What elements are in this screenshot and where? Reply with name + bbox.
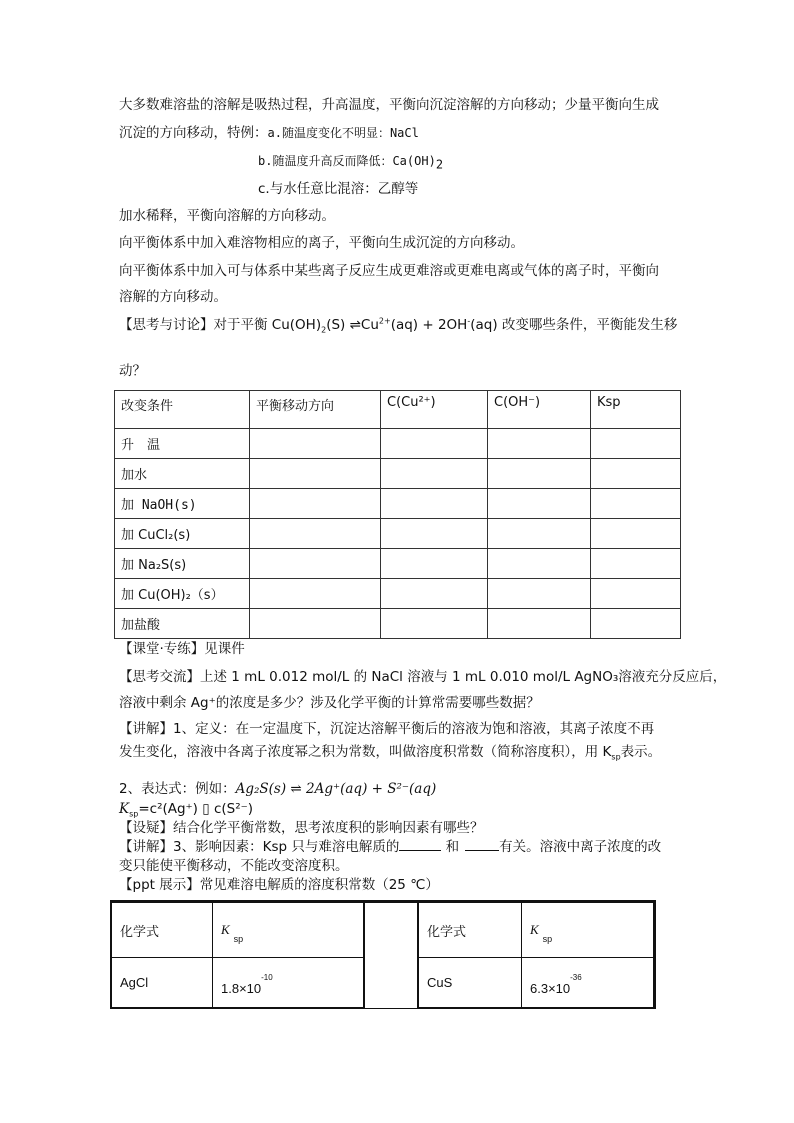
expression-line: 2、表达式：例如：Ag₂S(s) ⇌ 2Ag⁺(aq) + S²⁻(aq)	[119, 781, 437, 797]
discussion-line-1: 【思考与讨论】对于平衡 $Cu(OH)_2(S)$ $\rightleftharpoons Cu^{2+}(aq) + 2OH^-(aq)$ 改变哪些条件，平衡能发生移	[119, 316, 678, 335]
exchange-line-2: 溶液中剩余 Ag⁺的浓度是多少？涉及化学平衡的计算常需要哪些数据？	[119, 695, 540, 711]
discussion-line-2: 动？	[119, 363, 146, 379]
header-ksp-right: Ksp	[522, 902, 655, 958]
header-direction: 平衡移动方向	[250, 391, 381, 429]
condition-change-table	[114, 390, 681, 639]
ksp-cus: $6.3\times 10^{-36}$	[522, 958, 655, 1009]
header-formula-left: 化学式	[111, 902, 213, 958]
row-label: 加水	[115, 459, 250, 489]
special-case-c: c.与水任意比混溶：乙醇等	[258, 181, 419, 197]
common-ion-line: 向平衡体系中加入难溶物相应的离子，平衡向生成沉淀的方向移动。	[119, 235, 524, 251]
practice-line: 【课堂·专练】见课件	[119, 641, 245, 657]
ksp-constants-table	[110, 900, 656, 1009]
reaction-line-1: 向平衡体系中加入可与体系中某些离子反应生成更难溶或更难电离或气体的离子时，平衡向	[119, 263, 659, 279]
header-ksp-left: Ksp	[213, 902, 365, 958]
exchange-line-1: 【思考交流】上述 1 mL 0.012 mol/L 的 NaCl 溶液与 1 mL 0.010 mol/L AgNO₃溶液充分反应后，	[119, 669, 727, 685]
question-line: 【设疑】结合化学平衡常数，思考浓度积的影响因素有哪些？	[119, 820, 484, 836]
table-row	[115, 459, 681, 489]
header-condition: 改变条件	[115, 391, 250, 429]
table-header-row	[115, 391, 681, 429]
table-row	[115, 429, 681, 459]
table-row	[115, 609, 681, 639]
header-oh-conc: C(OH⁻)	[488, 391, 591, 429]
fill-blank-1[interactable]	[399, 838, 441, 851]
intro-line-1: 大多数难溶盐的溶解是吸热过程，升高温度，平衡向沉淀溶解的方向移动；少量平衡向生成	[119, 97, 659, 113]
formula-cus: CuS	[418, 958, 522, 1009]
special-case-b: b.随温度升高反而降低：$Ca(OH)_2$	[258, 154, 444, 172]
fill-blank-2[interactable]	[465, 838, 499, 851]
ksp-agcl: $1.8\times 10^{-10}$	[213, 958, 365, 1009]
table-row	[115, 519, 681, 549]
row-label: 加 Na₂S(s)	[115, 549, 250, 579]
intro-line-2-prefix: 沉淀的方向移动，特例：	[119, 125, 268, 141]
intro-line-2	[119, 124, 419, 142]
header-cu-conc: C(Cu²⁺)	[381, 391, 488, 429]
header-ksp: Ksp	[591, 391, 681, 429]
row-label: 加 CuCl₂(s)	[115, 519, 250, 549]
ksp-expression-line: $K_{sp}=c^2(Ag^+)$ ▯ c(S²⁻)	[119, 801, 254, 819]
table-row	[115, 579, 681, 609]
table-row	[115, 489, 681, 519]
row-label: 升 温	[115, 429, 250, 459]
header-formula-right: 化学式	[418, 902, 522, 958]
factor-line-1: 【讲解】3、影响因素：Ksp 只与难溶电解质的 和 有关。溶液中离子浓度的改	[119, 839, 662, 855]
water-dilution-line: 加水稀释，平衡向溶解的方向移动。	[119, 208, 335, 224]
formula-agcl: AgCl	[111, 958, 213, 1009]
row-label: 加 NaOH(s)	[115, 489, 250, 519]
reaction-line-2: 溶解的方向移动。	[119, 289, 227, 305]
table-header-row	[111, 902, 655, 958]
lecture-line-2: 发生变化，溶液中各离子浓度幂之积为常数，叫做溶度积常数（简称溶度积），用 $K_{sp}$表示。	[119, 744, 662, 762]
row-label: 加盐酸	[115, 609, 250, 639]
ppt-line: 【ppt 展示】常见难溶电解质的溶度积常数（25 ℃）	[119, 877, 439, 893]
factor-line-2: 变只能使平衡移动，不能改变溶度积。	[119, 858, 349, 874]
table-row	[115, 549, 681, 579]
lecture-line-1: 【讲解】1、定义：在一定温度下，沉淀达溶解平衡后的溶液为饱和溶液，其离子浓度不再	[119, 721, 655, 737]
dissolution-equation: Ag₂S(s) ⇌ 2Ag⁺(aq) + S²⁻(aq)	[235, 781, 437, 797]
special-case-a: a.随温度变化不明显：NaCl	[267, 126, 419, 140]
row-label: 加 Cu(OH)₂（s）	[115, 579, 250, 609]
spacer-column	[364, 902, 418, 1009]
